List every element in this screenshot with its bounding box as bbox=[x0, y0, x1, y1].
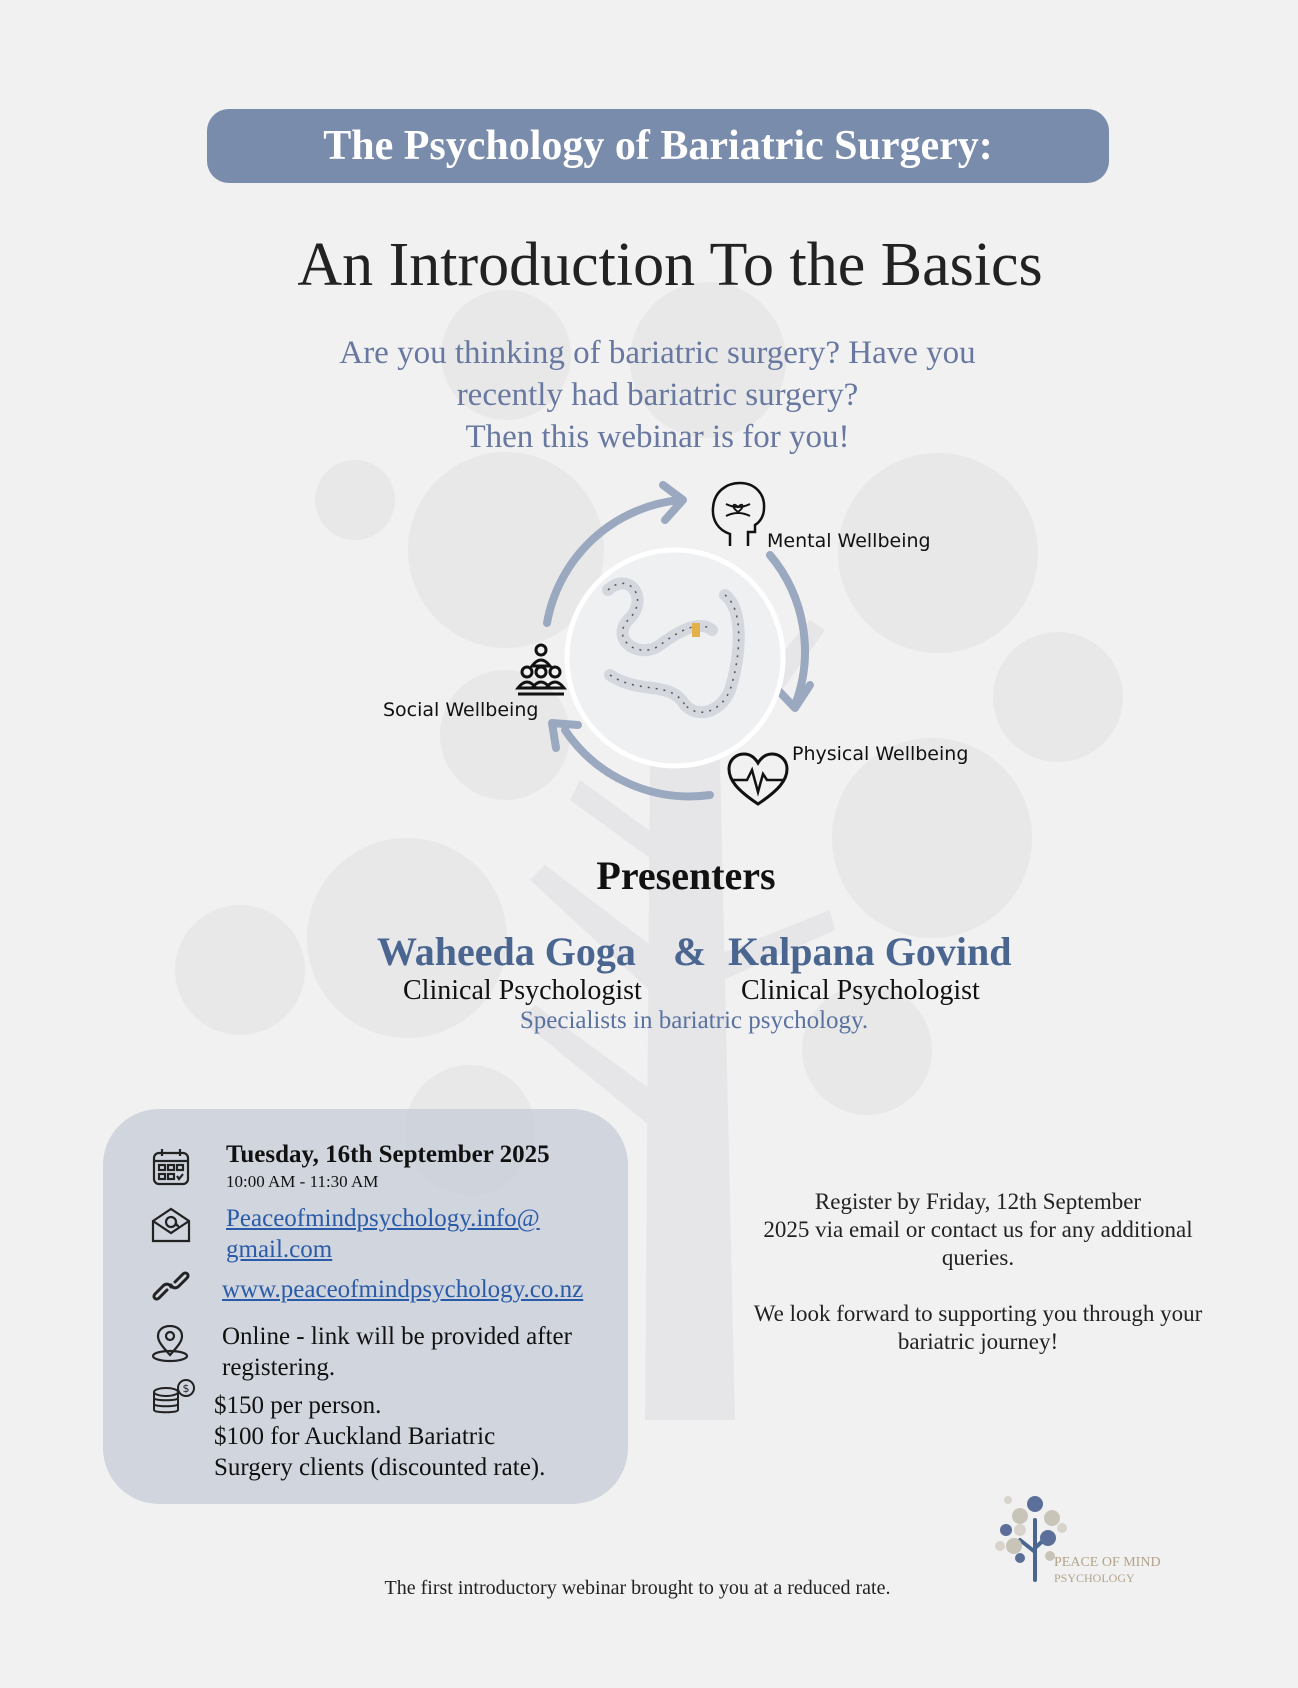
physical-wellbeing-label: Physical Wellbeing bbox=[792, 743, 969, 765]
price-text bbox=[214, 1390, 545, 1483]
tape-end bbox=[692, 623, 700, 637]
ampersand: & bbox=[673, 929, 707, 974]
email-icon bbox=[151, 1207, 191, 1243]
social-wellbeing-label: Social Wellbeing bbox=[383, 699, 539, 721]
presenter-2-role: Clinical Psychologist bbox=[741, 975, 980, 1006]
title-banner bbox=[207, 109, 1109, 183]
heartbeat-icon bbox=[727, 752, 789, 808]
intro-text bbox=[250, 332, 1065, 458]
location-pin-icon bbox=[151, 1325, 189, 1363]
price-line-3: Surgery clients (discounted rate). bbox=[214, 1454, 546, 1481]
price-line-1: $150 per person. bbox=[214, 1392, 382, 1419]
plate-circle bbox=[567, 550, 783, 766]
website-link[interactable]: www.peaceofmindpsychology.co.nz bbox=[222, 1276, 584, 1303]
svg-text:$: $ bbox=[182, 1382, 190, 1395]
link-icon bbox=[151, 1268, 191, 1304]
register-line-3: queries. bbox=[941, 1245, 1015, 1270]
register-text bbox=[718, 1188, 1238, 1356]
location-text bbox=[222, 1321, 572, 1383]
register-line-1: Register by Friday, 12th September bbox=[814, 1189, 1142, 1214]
intro-line-1: Are you thinking of bariatric surgery? Have you bbox=[339, 335, 976, 371]
presenters-heading: Presenters bbox=[596, 853, 776, 898]
register-line-2: 2025 via email or contact us for any additional bbox=[763, 1217, 1193, 1242]
subtitle: An Introduction To the Basics bbox=[297, 231, 1043, 299]
calendar-icon bbox=[152, 1148, 190, 1186]
coins-icon bbox=[152, 1378, 198, 1420]
event-date: Tuesday, 16th September 2025 bbox=[226, 1141, 550, 1168]
presenter-2-name: Kalpana Govind bbox=[728, 929, 1012, 974]
price-line-2: $100 for Auckland Bariatric bbox=[214, 1423, 496, 1450]
intro-line-2: recently had bariatric surgery? bbox=[456, 377, 859, 413]
location-line-1: Online - link will be provided after bbox=[222, 1323, 572, 1350]
presenter-1-role: Clinical Psychologist bbox=[403, 975, 642, 1006]
event-time: 10:00 AM - 11:30 AM bbox=[226, 1172, 379, 1191]
banner-title: The Psychology of Bariatric Surgery: bbox=[323, 123, 993, 169]
head-hands-heart-icon bbox=[708, 480, 768, 548]
intro-line-3: Then this webinar is for you! bbox=[465, 419, 850, 455]
email-line-1[interactable]: Peaceofmindpsychology.info@ bbox=[226, 1205, 540, 1232]
register-line-4: We look forward to supporting you through your bbox=[753, 1301, 1203, 1326]
specialty-text: Specialists in bariatric psychology. bbox=[519, 1007, 869, 1034]
logo-line-2: PSYCHOLOGY bbox=[1054, 1571, 1135, 1585]
email-line-2[interactable]: gmail.com bbox=[226, 1236, 333, 1263]
people-group-icon bbox=[515, 642, 567, 698]
presenter-1-name: Waheeda Goga bbox=[377, 929, 636, 974]
logo-line-1: PEACE OF MIND bbox=[1054, 1555, 1161, 1570]
footer-text: The first introductory webinar brought to you at a reduced rate. bbox=[384, 1577, 891, 1599]
register-line-5: bariatric journey! bbox=[897, 1329, 1059, 1354]
email-link[interactable] bbox=[226, 1203, 540, 1265]
location-line-2: registering. bbox=[222, 1354, 336, 1381]
mental-wellbeing-label: Mental Wellbeing bbox=[767, 530, 931, 552]
